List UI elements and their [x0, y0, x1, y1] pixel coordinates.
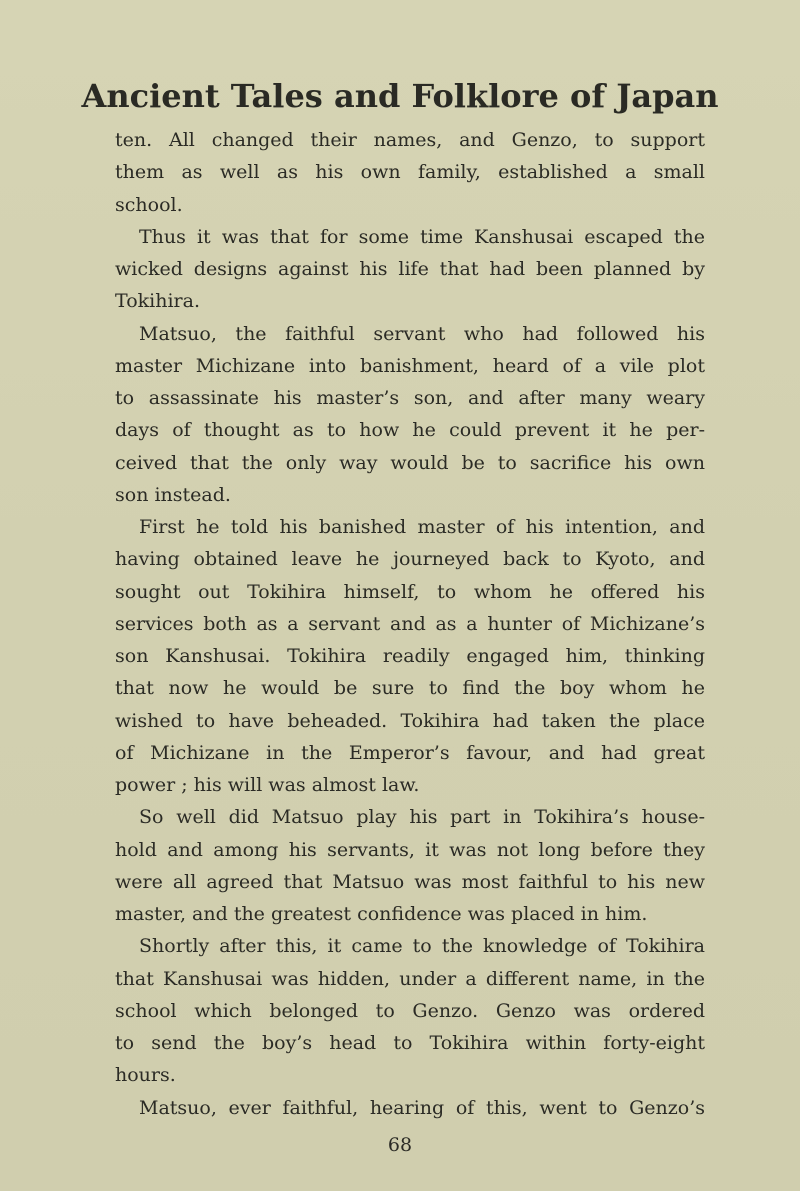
text-line: hold and among his servants, it was not long before they: [115, 838, 705, 861]
text-line: them as well as his own family, established a small: [115, 161, 705, 184]
text-line: ceived that the only way would be to sacrifice his own: [115, 451, 705, 474]
text-line: days of thought as to how he could prevent it he per-: [115, 419, 705, 442]
text-line: were all agreed that Matsuo was most faithful to his new: [115, 870, 705, 893]
text-line: school.: [115, 193, 183, 216]
body-text: [115, 124, 705, 1124]
text-line: that Kanshusai was hidden, under a different name, in the: [115, 967, 705, 990]
text-line: to send the boy’s head to Tokihira within forty-eight: [115, 1032, 705, 1054]
text-line: Tokihira.: [115, 290, 200, 313]
text-line: Thus it was that for some time Kanshusai escaped the: [139, 225, 705, 248]
text-line: Matsuo, ever faithful, hearing of this, went to Genzo’s: [139, 1096, 705, 1119]
text-line: services both as a servant and as a hunter of Michizane’s: [115, 612, 705, 635]
text-line: First he told his banished master of his intention, and: [139, 516, 705, 538]
text-line: sought out Tokihira himself, to whom he offered his: [115, 580, 705, 603]
text-line: master, and the greatest confidence was placed in him.: [115, 903, 648, 925]
text-line: son Kanshusai. Tokihira readily engaged him, thinking: [115, 645, 705, 667]
text-line: ten. All changed their names, and Genzo, to support: [115, 129, 705, 151]
text-line: hours.: [115, 1064, 176, 1087]
text-line: school which belonged to Genzo. Genzo was ordered: [115, 999, 705, 1022]
page-number: 68: [387, 1134, 413, 1156]
text-line: So well did Matsuo play his part in Tokihira’s house-: [139, 806, 705, 829]
text-line: master Michizane into banishment, heard of a vile plot: [115, 354, 705, 377]
text-line: Matsuo, the faithful servant who had followed his: [139, 322, 705, 345]
text-line: of Michizane in the Emperor’s favour, and had great: [115, 741, 705, 764]
running-title: Ancient Tales and Folklore of Japan: [81, 77, 719, 115]
text-line: to assassinate his master’s son, and after many weary: [115, 387, 705, 409]
text-line: wicked designs against his life that had been planned by: [115, 258, 705, 280]
text-line: wished to have beheaded. Tokihira had taken the place: [115, 709, 705, 732]
text-line: that now he would be sure to find the boy whom he: [115, 677, 705, 700]
text-line: power ; his will was almost law.: [115, 774, 420, 796]
text-line: son instead.: [115, 483, 231, 506]
text-line: Shortly after this, it came to the knowledge of Tokihira: [139, 935, 705, 958]
text-line: having obtained leave he journeyed back to Kyoto, and: [115, 548, 705, 571]
